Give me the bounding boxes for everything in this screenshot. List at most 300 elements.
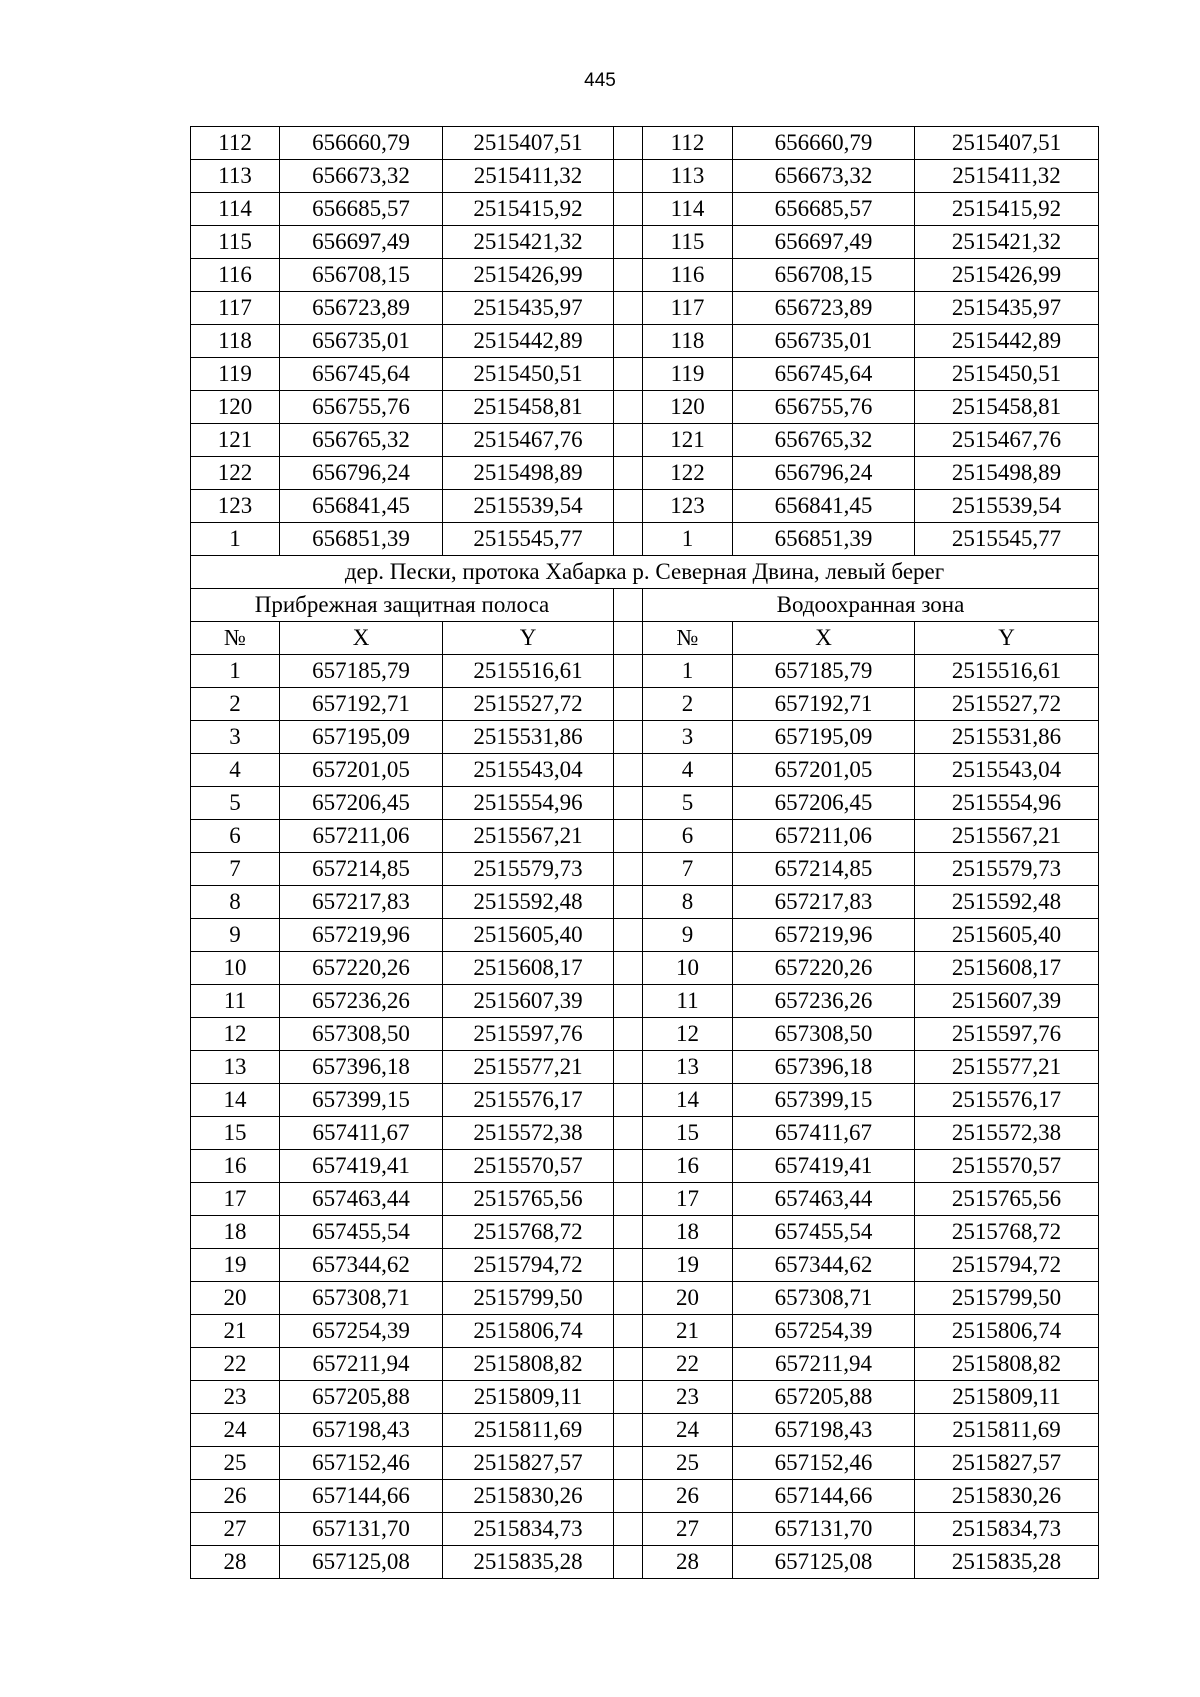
y-coordinate-cell: 2515572,38 xyxy=(443,1117,614,1150)
y-coordinate-cell: 2515799,50 xyxy=(915,1282,1099,1315)
point-number-cell: 19 xyxy=(191,1249,280,1282)
table-row xyxy=(191,985,1099,1018)
x-coordinate-cell: 657455,54 xyxy=(733,1216,915,1249)
x-coordinate-cell: 657144,66 xyxy=(280,1480,443,1513)
x-coordinate-cell: 656697,49 xyxy=(733,226,915,259)
y-coordinate-cell: 2515450,51 xyxy=(443,358,614,391)
x-coordinate-cell: 656723,89 xyxy=(733,292,915,325)
table-row xyxy=(191,820,1099,853)
gap-cell xyxy=(614,1414,643,1447)
x-coordinate-cell: 657185,79 xyxy=(280,655,443,688)
zone-heading-row xyxy=(191,589,1099,622)
x-coordinate-cell: 657411,67 xyxy=(733,1117,915,1150)
point-number-cell: 7 xyxy=(191,853,280,886)
table-row xyxy=(191,1018,1099,1051)
gap-cell xyxy=(614,127,643,160)
y-coordinate-cell: 2515516,61 xyxy=(443,655,614,688)
gap-cell xyxy=(614,193,643,226)
gap-cell xyxy=(614,886,643,919)
gap-cell xyxy=(614,1117,643,1150)
coastal-protective-strip-heading: Прибрежная защитная полоса xyxy=(191,589,614,622)
gap-cell xyxy=(614,787,643,820)
table-row xyxy=(191,160,1099,193)
point-number-cell: 115 xyxy=(643,226,733,259)
section-title: дер. Пески, протока Хабарка р. Северная Двина, левый берег xyxy=(191,556,1099,589)
gap-cell xyxy=(614,688,643,721)
point-number-cell: 115 xyxy=(191,226,280,259)
x-coordinate-cell: 656685,57 xyxy=(733,193,915,226)
gap-cell xyxy=(614,853,643,886)
x-coordinate-cell: 657131,70 xyxy=(280,1513,443,1546)
point-number-cell: 3 xyxy=(191,721,280,754)
page-number: 445 xyxy=(584,70,616,91)
x-coordinate-cell: 657399,15 xyxy=(280,1084,443,1117)
gap-cell xyxy=(614,358,643,391)
point-number-cell: 114 xyxy=(191,193,280,226)
y-coordinate-cell: 2515421,32 xyxy=(443,226,614,259)
x-coordinate-cell: 656765,32 xyxy=(733,424,915,457)
point-number-cell: 9 xyxy=(643,919,733,952)
table-row xyxy=(191,787,1099,820)
gap-cell xyxy=(614,1051,643,1084)
gap-cell xyxy=(614,1183,643,1216)
gap-cell xyxy=(614,457,643,490)
y-coordinate-cell: 2515799,50 xyxy=(443,1282,614,1315)
y-coordinate-cell: 2515830,26 xyxy=(443,1480,614,1513)
coordinates-rows-peski xyxy=(191,655,1099,1579)
x-coordinate-cell: 657220,26 xyxy=(733,952,915,985)
x-coordinate-cell: 656851,39 xyxy=(280,523,443,556)
point-number-cell: 26 xyxy=(643,1480,733,1513)
x-coordinate-cell: 657211,94 xyxy=(733,1348,915,1381)
point-number-cell: 7 xyxy=(643,853,733,886)
x-coordinate-cell: 656685,57 xyxy=(280,193,443,226)
point-number-cell: 25 xyxy=(191,1447,280,1480)
table-row xyxy=(191,1282,1099,1315)
y-coordinate-cell: 2515808,82 xyxy=(443,1348,614,1381)
y-coordinate-cell: 2515458,81 xyxy=(915,391,1099,424)
gap-cell xyxy=(614,1216,643,1249)
point-number-cell: 112 xyxy=(191,127,280,160)
point-number-cell: 11 xyxy=(191,985,280,1018)
point-number-cell: 11 xyxy=(643,985,733,1018)
y-coordinate-cell: 2515592,48 xyxy=(443,886,614,919)
point-number-cell: 8 xyxy=(191,886,280,919)
y-coordinate-cell: 2515426,99 xyxy=(443,259,614,292)
point-number-cell: 117 xyxy=(191,292,280,325)
point-number-cell: 27 xyxy=(643,1513,733,1546)
y-coordinate-cell: 2515539,54 xyxy=(915,490,1099,523)
y-coordinate-cell: 2515608,17 xyxy=(915,952,1099,985)
gap-cell xyxy=(614,919,643,952)
table-row xyxy=(191,1414,1099,1447)
table-row xyxy=(191,1315,1099,1348)
x-coordinate-cell: 656841,45 xyxy=(280,490,443,523)
table-row xyxy=(191,1546,1099,1579)
gap-cell xyxy=(614,1348,643,1381)
x-coordinate-cell: 657308,71 xyxy=(733,1282,915,1315)
point-number-cell: 14 xyxy=(191,1084,280,1117)
gap-cell xyxy=(614,721,643,754)
table-row xyxy=(191,226,1099,259)
x-coordinate-cell: 656841,45 xyxy=(733,490,915,523)
x-coordinate-cell: 656745,64 xyxy=(733,358,915,391)
x-coordinate-cell: 656735,01 xyxy=(733,325,915,358)
gap-cell xyxy=(614,292,643,325)
gap-cell xyxy=(614,1249,643,1282)
table-row xyxy=(191,1117,1099,1150)
y-coordinate-cell: 2515516,61 xyxy=(915,655,1099,688)
y-coordinate-cell: 2515543,04 xyxy=(915,754,1099,787)
point-number-cell: 123 xyxy=(643,490,733,523)
y-coordinate-cell: 2515579,73 xyxy=(915,853,1099,886)
point-number-cell: 22 xyxy=(191,1348,280,1381)
table-row xyxy=(191,886,1099,919)
y-coordinate-cell: 2515765,56 xyxy=(915,1183,1099,1216)
x-coordinate-cell: 656660,79 xyxy=(733,127,915,160)
point-number-cell: 113 xyxy=(191,160,280,193)
x-coordinate-cell: 657254,39 xyxy=(733,1315,915,1348)
y-coordinate-cell: 2515442,89 xyxy=(443,325,614,358)
y-coordinate-cell: 2515577,21 xyxy=(443,1051,614,1084)
x-coordinate-cell: 657419,41 xyxy=(733,1150,915,1183)
table-row xyxy=(191,1084,1099,1117)
x-coordinate-cell: 657205,88 xyxy=(280,1381,443,1414)
x-coordinate-cell: 657344,62 xyxy=(733,1249,915,1282)
y-coordinate-cell: 2515426,99 xyxy=(915,259,1099,292)
x-coordinate-cell: 657219,96 xyxy=(733,919,915,952)
table-row xyxy=(191,358,1099,391)
x-coordinate-cell: 657131,70 xyxy=(733,1513,915,1546)
gap-cell xyxy=(614,523,643,556)
x-coordinate-cell: 656673,32 xyxy=(733,160,915,193)
gap-cell xyxy=(614,1480,643,1513)
x-coordinate-cell: 657399,15 xyxy=(733,1084,915,1117)
y-coordinate-cell: 2515498,89 xyxy=(915,457,1099,490)
point-number-cell: 13 xyxy=(643,1051,733,1084)
y-coordinate-cell: 2515830,26 xyxy=(915,1480,1099,1513)
coordinates-table xyxy=(190,126,1099,1579)
y-coordinate-cell: 2515768,72 xyxy=(915,1216,1099,1249)
x-coordinate-cell: 657205,88 xyxy=(733,1381,915,1414)
table-row xyxy=(191,1150,1099,1183)
x-coordinate-cell: 657308,50 xyxy=(733,1018,915,1051)
y-coordinate-cell: 2515545,77 xyxy=(915,523,1099,556)
y-coordinate-cell: 2515407,51 xyxy=(915,127,1099,160)
point-number-cell: 1 xyxy=(643,523,733,556)
table-row xyxy=(191,127,1099,160)
gap-cell xyxy=(614,490,643,523)
point-number-cell: 117 xyxy=(643,292,733,325)
gap-cell xyxy=(614,1084,643,1117)
point-number-cell: 2 xyxy=(643,688,733,721)
point-number-cell: 5 xyxy=(643,787,733,820)
gap-cell xyxy=(614,952,643,985)
point-number-cell: 121 xyxy=(643,424,733,457)
gap-cell xyxy=(614,325,643,358)
y-coordinate-cell: 2515579,73 xyxy=(443,853,614,886)
y-coordinate-cell: 2515411,32 xyxy=(443,160,614,193)
y-coordinate-cell: 2515811,69 xyxy=(443,1414,614,1447)
point-number-cell: 22 xyxy=(643,1348,733,1381)
column-header-y: Y xyxy=(443,622,614,655)
x-coordinate-cell: 656755,76 xyxy=(280,391,443,424)
x-coordinate-cell: 657217,83 xyxy=(733,886,915,919)
y-coordinate-cell: 2515834,73 xyxy=(915,1513,1099,1546)
gap-cell xyxy=(614,1447,643,1480)
section-title-row xyxy=(191,556,1099,589)
point-number-cell: 116 xyxy=(643,259,733,292)
y-coordinate-cell: 2515576,17 xyxy=(443,1084,614,1117)
y-coordinate-cell: 2515435,97 xyxy=(443,292,614,325)
point-number-cell: 8 xyxy=(643,886,733,919)
table-row xyxy=(191,1447,1099,1480)
y-coordinate-cell: 2515407,51 xyxy=(443,127,614,160)
table-row xyxy=(191,721,1099,754)
coordinates-rows-continued xyxy=(191,127,1099,556)
x-coordinate-cell: 657396,18 xyxy=(280,1051,443,1084)
point-number-cell: 17 xyxy=(191,1183,280,1216)
table-row xyxy=(191,490,1099,523)
gap-cell xyxy=(614,985,643,1018)
point-number-cell: 17 xyxy=(643,1183,733,1216)
y-coordinate-cell: 2515554,96 xyxy=(915,787,1099,820)
y-coordinate-cell: 2515608,17 xyxy=(443,952,614,985)
gap-cell xyxy=(614,622,643,655)
y-coordinate-cell: 2515435,97 xyxy=(915,292,1099,325)
point-number-cell: 4 xyxy=(191,754,280,787)
x-coordinate-cell: 656735,01 xyxy=(280,325,443,358)
water-protection-zone-heading: Водоохранная зона xyxy=(643,589,1099,622)
table-row xyxy=(191,391,1099,424)
y-coordinate-cell: 2515498,89 xyxy=(443,457,614,490)
x-coordinate-cell: 657195,09 xyxy=(733,721,915,754)
gap-cell xyxy=(614,1018,643,1051)
point-number-cell: 5 xyxy=(191,787,280,820)
point-number-cell: 23 xyxy=(191,1381,280,1414)
point-number-cell: 25 xyxy=(643,1447,733,1480)
point-number-cell: 28 xyxy=(643,1546,733,1579)
x-coordinate-cell: 656765,32 xyxy=(280,424,443,457)
y-coordinate-cell: 2515794,72 xyxy=(443,1249,614,1282)
x-coordinate-cell: 657125,08 xyxy=(280,1546,443,1579)
point-number-cell: 18 xyxy=(191,1216,280,1249)
x-coordinate-cell: 656796,24 xyxy=(733,457,915,490)
y-coordinate-cell: 2515808,82 xyxy=(915,1348,1099,1381)
point-number-cell: 20 xyxy=(191,1282,280,1315)
y-coordinate-cell: 2515809,11 xyxy=(443,1381,614,1414)
y-coordinate-cell: 2515531,86 xyxy=(443,721,614,754)
x-coordinate-cell: 657396,18 xyxy=(733,1051,915,1084)
column-header-number: № xyxy=(191,622,280,655)
y-coordinate-cell: 2515415,92 xyxy=(915,193,1099,226)
y-coordinate-cell: 2515835,28 xyxy=(915,1546,1099,1579)
y-coordinate-cell: 2515421,32 xyxy=(915,226,1099,259)
x-coordinate-cell: 656673,32 xyxy=(280,160,443,193)
point-number-cell: 118 xyxy=(643,325,733,358)
y-coordinate-cell: 2515567,21 xyxy=(443,820,614,853)
x-coordinate-cell: 657219,96 xyxy=(280,919,443,952)
gap-cell xyxy=(614,259,643,292)
y-coordinate-cell: 2515545,77 xyxy=(443,523,614,556)
x-coordinate-cell: 657308,50 xyxy=(280,1018,443,1051)
point-number-cell: 118 xyxy=(191,325,280,358)
y-coordinate-cell: 2515531,86 xyxy=(915,721,1099,754)
x-coordinate-cell: 657344,62 xyxy=(280,1249,443,1282)
x-coordinate-cell: 657463,44 xyxy=(733,1183,915,1216)
point-number-cell: 119 xyxy=(191,358,280,391)
x-coordinate-cell: 656660,79 xyxy=(280,127,443,160)
y-coordinate-cell: 2515543,04 xyxy=(443,754,614,787)
column-header-x: X xyxy=(280,622,443,655)
point-number-cell: 113 xyxy=(643,160,733,193)
gap-cell xyxy=(614,391,643,424)
point-number-cell: 10 xyxy=(643,952,733,985)
y-coordinate-cell: 2515450,51 xyxy=(915,358,1099,391)
point-number-cell: 4 xyxy=(643,754,733,787)
point-number-cell: 24 xyxy=(191,1414,280,1447)
x-coordinate-cell: 657206,45 xyxy=(733,787,915,820)
table-row xyxy=(191,1051,1099,1084)
point-number-cell: 123 xyxy=(191,490,280,523)
gap-cell xyxy=(614,754,643,787)
x-coordinate-cell: 657201,05 xyxy=(280,754,443,787)
point-number-cell: 16 xyxy=(191,1150,280,1183)
gap-cell xyxy=(614,589,643,622)
point-number-cell: 112 xyxy=(643,127,733,160)
gap-cell xyxy=(614,160,643,193)
x-coordinate-cell: 657254,39 xyxy=(280,1315,443,1348)
table-row xyxy=(191,1513,1099,1546)
point-number-cell: 19 xyxy=(643,1249,733,1282)
gap-cell xyxy=(614,1513,643,1546)
point-number-cell: 12 xyxy=(643,1018,733,1051)
point-number-cell: 3 xyxy=(643,721,733,754)
x-coordinate-cell: 657206,45 xyxy=(280,787,443,820)
table-row xyxy=(191,292,1099,325)
y-coordinate-cell: 2515467,76 xyxy=(915,424,1099,457)
point-number-cell: 23 xyxy=(643,1381,733,1414)
point-number-cell: 120 xyxy=(191,391,280,424)
x-coordinate-cell: 657152,46 xyxy=(280,1447,443,1480)
y-coordinate-cell: 2515458,81 xyxy=(443,391,614,424)
column-header-x: X xyxy=(733,622,915,655)
table-row xyxy=(191,259,1099,292)
table-row xyxy=(191,1216,1099,1249)
point-number-cell: 10 xyxy=(191,952,280,985)
x-coordinate-cell: 657463,44 xyxy=(280,1183,443,1216)
x-coordinate-cell: 656708,15 xyxy=(280,259,443,292)
point-number-cell: 9 xyxy=(191,919,280,952)
y-coordinate-cell: 2515806,74 xyxy=(915,1315,1099,1348)
point-number-cell: 114 xyxy=(643,193,733,226)
y-coordinate-cell: 2515576,17 xyxy=(915,1084,1099,1117)
x-coordinate-cell: 657455,54 xyxy=(280,1216,443,1249)
point-number-cell: 14 xyxy=(643,1084,733,1117)
y-coordinate-cell: 2515809,11 xyxy=(915,1381,1099,1414)
y-coordinate-cell: 2515570,57 xyxy=(443,1150,614,1183)
point-number-cell: 20 xyxy=(643,1282,733,1315)
point-number-cell: 116 xyxy=(191,259,280,292)
y-coordinate-cell: 2515567,21 xyxy=(915,820,1099,853)
gap-cell xyxy=(614,820,643,853)
x-coordinate-cell: 657211,06 xyxy=(280,820,443,853)
table-row xyxy=(191,1249,1099,1282)
table-row xyxy=(191,1480,1099,1513)
x-coordinate-cell: 657211,06 xyxy=(733,820,915,853)
point-number-cell: 21 xyxy=(191,1315,280,1348)
y-coordinate-cell: 2515768,72 xyxy=(443,1216,614,1249)
table-row xyxy=(191,193,1099,226)
point-number-cell: 6 xyxy=(191,820,280,853)
y-coordinate-cell: 2515527,72 xyxy=(915,688,1099,721)
point-number-cell: 15 xyxy=(643,1117,733,1150)
column-header-y: Y xyxy=(915,622,1099,655)
y-coordinate-cell: 2515765,56 xyxy=(443,1183,614,1216)
x-coordinate-cell: 657152,46 xyxy=(733,1447,915,1480)
y-coordinate-cell: 2515592,48 xyxy=(915,886,1099,919)
gap-cell xyxy=(614,1282,643,1315)
section-header xyxy=(191,556,1099,655)
point-number-cell: 122 xyxy=(643,457,733,490)
point-number-cell: 119 xyxy=(643,358,733,391)
gap-cell xyxy=(614,226,643,259)
point-number-cell: 120 xyxy=(643,391,733,424)
x-coordinate-cell: 657198,43 xyxy=(280,1414,443,1447)
point-number-cell: 24 xyxy=(643,1414,733,1447)
y-coordinate-cell: 2515811,69 xyxy=(915,1414,1099,1447)
x-coordinate-cell: 657236,26 xyxy=(733,985,915,1018)
x-coordinate-cell: 656851,39 xyxy=(733,523,915,556)
point-number-cell: 28 xyxy=(191,1546,280,1579)
table-row xyxy=(191,1348,1099,1381)
table-row xyxy=(191,523,1099,556)
y-coordinate-cell: 2515605,40 xyxy=(915,919,1099,952)
x-coordinate-cell: 657198,43 xyxy=(733,1414,915,1447)
point-number-cell: 1 xyxy=(643,655,733,688)
point-number-cell: 1 xyxy=(191,655,280,688)
point-number-cell: 121 xyxy=(191,424,280,457)
gap-cell xyxy=(614,1546,643,1579)
gap-cell xyxy=(614,1150,643,1183)
point-number-cell: 18 xyxy=(643,1216,733,1249)
y-coordinate-cell: 2515834,73 xyxy=(443,1513,614,1546)
y-coordinate-cell: 2515806,74 xyxy=(443,1315,614,1348)
x-coordinate-cell: 656708,15 xyxy=(733,259,915,292)
y-coordinate-cell: 2515411,32 xyxy=(915,160,1099,193)
y-coordinate-cell: 2515415,92 xyxy=(443,193,614,226)
point-number-cell: 2 xyxy=(191,688,280,721)
point-number-cell: 16 xyxy=(643,1150,733,1183)
y-coordinate-cell: 2515554,96 xyxy=(443,787,614,820)
x-coordinate-cell: 656755,76 xyxy=(733,391,915,424)
y-coordinate-cell: 2515539,54 xyxy=(443,490,614,523)
y-coordinate-cell: 2515572,38 xyxy=(915,1117,1099,1150)
y-coordinate-cell: 2515827,57 xyxy=(443,1447,614,1480)
gap-cell xyxy=(614,424,643,457)
table-row xyxy=(191,853,1099,886)
y-coordinate-cell: 2515597,76 xyxy=(915,1018,1099,1051)
table-row xyxy=(191,1381,1099,1414)
table-row xyxy=(191,688,1099,721)
x-coordinate-cell: 656723,89 xyxy=(280,292,443,325)
point-number-cell: 27 xyxy=(191,1513,280,1546)
table-row xyxy=(191,655,1099,688)
y-coordinate-cell: 2515607,39 xyxy=(443,985,614,1018)
x-coordinate-cell: 657192,71 xyxy=(733,688,915,721)
x-coordinate-cell: 657411,67 xyxy=(280,1117,443,1150)
y-coordinate-cell: 2515835,28 xyxy=(443,1546,614,1579)
